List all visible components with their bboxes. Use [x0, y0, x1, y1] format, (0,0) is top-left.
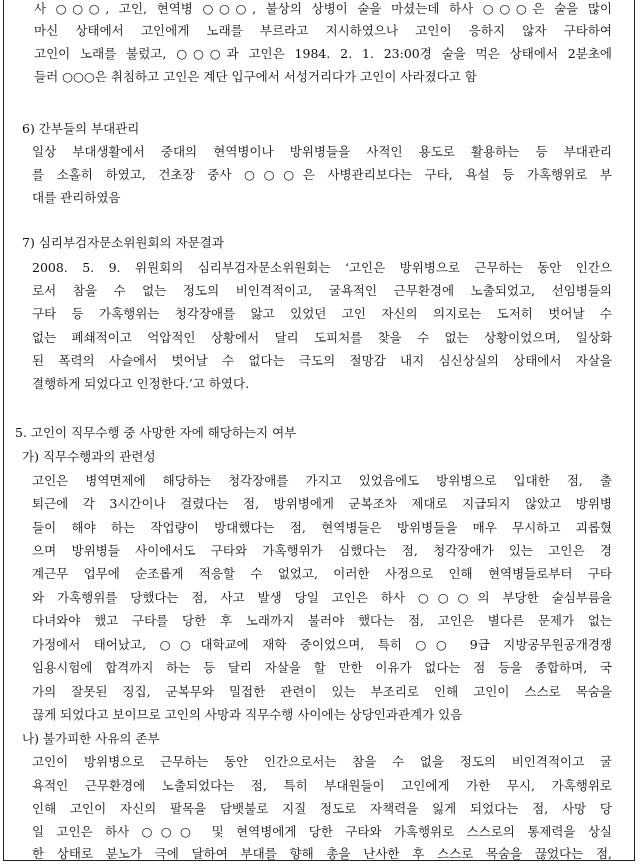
text-line: 다녀와야 했고 구타를 당한 후 노래까지 불러야 했다는 점, 고인은 별다른 문제가 없는 — [32, 613, 612, 628]
subsection-heading: 나) 불가피한 사유의 존부 — [22, 731, 160, 746]
text-line: 일 고인은 하사 ○○○ 및 현역병에게 당한 구타와 가혹행위로 스스로의 통제력을 상실 — [32, 824, 612, 839]
text-line: 마신 상태에서 고인에게 노래를 부르라고 지시하였으나 고인이 응하지 않자 구타하여 — [34, 23, 612, 38]
text-line: 가의 잘못된 징집, 군복무와 밀접한 관련이 있는 부조리로 인해 고인이 스스로 목숨을 — [32, 684, 612, 699]
text-line: 고인은 병역면제에 해당하는 청각장애를 가지고 있었음에도 방위병으로 입대한 점, 출 — [32, 473, 612, 488]
text-line: 고인이 방위병으로 근무하는 동안 인간으로서는 참을 수 없을 정도의 비인격적이고 굴 — [32, 754, 612, 769]
text-line: 된 폭력의 사슬에서 벗어날 수 없다는 극도의 절망감 내지 심신상실의 상태에서 자살을 — [32, 353, 612, 368]
text-line: 사 ○○○, 고인, 현역병 ○○○, 불상의 상병이 술을 마셨는데 하사 ○○○은 술을 많이 — [34, 1, 612, 16]
text-line: 를 소홀히 하였고, 건초장 중사 ○○○은 사병관리보다는 구타, 욕설 등 가혹행위로 부 — [32, 167, 612, 182]
section-heading: 7) 심리부검자문소위원회의 자문결과 — [22, 235, 224, 250]
text-line: 한 상태로 분노가 극에 달하여 부대를 향해 총을 난사한 후 스스로 목숨을 끊었다는 점, — [32, 846, 612, 861]
text-line: 와 가혹행위를 당했다는 점, 사고 발생 당일 고인은 하사 ○○○의 부당한 술심부름을 — [32, 590, 612, 605]
text-line: 가정에서 태어났고, ○○대학교에 재학 중이었으며, 특히 ○○ 9급 지방공무원공개경쟁 — [32, 637, 612, 652]
text-line: 들러 ○○○은 취침하고 고인은 계단 입구에서 서성거리다가 고인이 사라졌다고 함 — [34, 69, 477, 84]
text-line: 결행하게 되었다고 인정한다.’고 하였다. — [32, 376, 250, 391]
text-line: 들이 해야 하는 작업량이 방대했다는 점, 현역병들은 방위병들을 매우 무시하고 괴롭혔 — [32, 520, 612, 535]
text-line: 퇴근에 각 3시간이나 걸렸다는 점, 방위병에게 군복조차 제대로 지급되지 않았고 방위병 — [32, 496, 612, 511]
section-heading: 5. 고인이 직무수행 중 사망한 자에 해당하는지 여부 — [15, 425, 297, 440]
text-line: 구타 등 가혹행위는 청각장애를 앓고 있었던 고인 자신의 의지로는 도저히 벗어날 수 — [32, 306, 612, 321]
text-line: 임용시험에 합격까지 하는 등 달리 자살을 할 만한 이유가 없다는 점 등을 종합하며, 국 — [32, 660, 612, 675]
section-heading: 6) 간부들의 부대관리 — [22, 121, 140, 136]
text-line: 일상 부대생활에서 중대의 현역병이나 방위병들을 사적인 용도로 활용하는 등 부대관리 — [32, 144, 612, 159]
subsection-heading: 가) 직무수행과의 관련성 — [22, 449, 156, 464]
text-line: 인해 고인이 자신의 팔목을 담뱃불로 지질 정도로 자책력을 잃게 되었다는 점, 사망 당 — [32, 801, 612, 816]
text-line: 욕적인 근무환경에 노출되었다는 점, 특히 부대원들이 고인에게 가한 무시, 가혹행위로 — [32, 778, 612, 793]
text-line: 계근무 업무에 순조롭게 적응할 수 없었고, 이러한 사정으로 인해 현역병들로부터 구타 — [32, 566, 612, 581]
text-line: 로서 참을 수 없는 정도의 비인격적이고, 굴욕적인 근무환경에 노출되었고, 선임병들의 — [32, 283, 612, 298]
text-line: 고인이 노래를 불렀고, ○○○과 고인은 1984. 2. 1. 23:00경 술을 먹은 상태에서 2분초에 — [34, 46, 612, 61]
text-line: 대를 관리하였음 — [32, 190, 121, 205]
text-line: 없는 폐쇄적이고 억압적인 상황에서 달리 도피처를 찾을 수 없는 상황이었으며, 일상화 — [32, 330, 612, 345]
text-line: 끊게 되었다고 보이므로 고인의 사망과 직무수행 사이에는 상당인과관계가 있음 — [32, 707, 463, 722]
text-line: 으며 방위병들 사이에서도 구타와 가혹행위가 심했다는 점, 청각장애가 있는 고인은 경 — [32, 543, 612, 558]
text-line: 2008. 5. 9. 위원회의 심리부검자문소위원회는 ‘고인은 방위병으로 근무하는 동안 인간으 — [32, 260, 612, 275]
